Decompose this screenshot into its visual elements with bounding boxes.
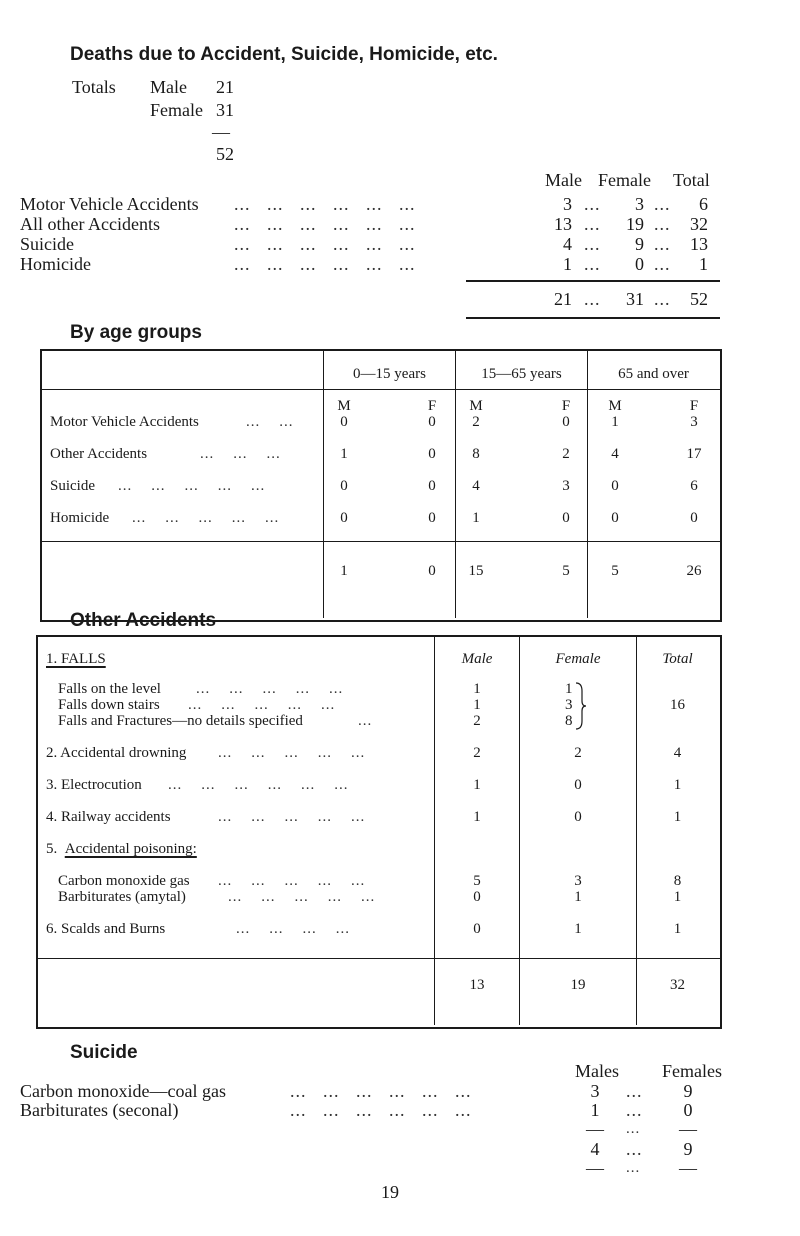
- summary-rule-bottom: [466, 317, 720, 319]
- age-col-header: 15—65 years: [481, 366, 562, 382]
- leader-dots: ... ... ... ... ...: [118, 478, 266, 494]
- leader-dots: ... ... ... ... ... ...: [290, 1081, 472, 1101]
- suicide-heading: Suicide: [70, 1042, 138, 1063]
- falls-male: 1: [473, 681, 481, 697]
- oa-female: 1: [574, 921, 582, 937]
- oa-row-label: 3. Electrocution: [46, 777, 142, 793]
- oa-male: 5: [473, 873, 481, 889]
- age-total-cell: 0: [428, 563, 436, 579]
- summary-total: 1: [699, 254, 708, 274]
- col-divider: [636, 637, 637, 1025]
- col-divider: [323, 351, 324, 618]
- age-cell: 0: [428, 510, 436, 526]
- summary-total: 13: [690, 234, 708, 254]
- oa-row-label: 4. Railway accidents: [46, 809, 171, 825]
- age-total-cell: 26: [686, 563, 702, 579]
- oa-male: 0: [473, 889, 481, 905]
- leader-dots: ...: [626, 1121, 641, 1137]
- brace-icon: [574, 681, 588, 731]
- summary-female: 9: [635, 234, 644, 254]
- suicide-header-males: Males: [575, 1061, 619, 1081]
- age-cell: 2: [562, 446, 570, 462]
- summary-row-label: Suicide: [20, 234, 74, 254]
- age-cell: 0: [340, 478, 348, 494]
- sub-m: M: [337, 398, 351, 414]
- oa-male: 1: [473, 809, 481, 825]
- age-cell: 3: [690, 414, 698, 430]
- totals-female-value: 31: [216, 100, 234, 120]
- oa-total-total: 32: [670, 977, 685, 993]
- suicide-females: 0: [683, 1100, 693, 1120]
- summary-row-label: Motor Vehicle Accidents: [20, 194, 199, 214]
- leader-dots: ... ... ... ... ...: [228, 889, 376, 905]
- age-row-label: Homicide: [50, 510, 110, 526]
- suicide-rule: —: [679, 1158, 697, 1178]
- oa-total: 1: [673, 809, 682, 825]
- leader-dots: ... ... ... ... ...: [188, 697, 336, 713]
- age-cell: 0: [611, 478, 619, 494]
- suicide-row-label: Carbon monoxide—coal gas: [20, 1081, 226, 1101]
- summary-male: 3: [563, 194, 572, 214]
- sub-m: M: [469, 398, 483, 414]
- suicide-rule: —: [679, 1119, 697, 1139]
- totals-total-value: 52: [216, 144, 234, 164]
- totals-male-label: Male: [150, 77, 187, 97]
- summary-total-female: 31: [626, 289, 644, 309]
- summary-male: 4: [563, 234, 572, 254]
- totals-female-label: Female: [150, 100, 203, 120]
- falls-title-text: 1. FALLS: [46, 651, 106, 667]
- suicide-header-females: Females: [662, 1061, 722, 1081]
- age-cell: 0: [690, 510, 698, 526]
- poisoning-title-text: Accidental poisoning:: [64, 841, 197, 857]
- leader-dots: ... ... ... ... ... ...: [234, 214, 416, 234]
- poisoning-num: 5.: [46, 841, 58, 857]
- summary-total-male: 21: [554, 289, 572, 309]
- summary-row-label: Homicide: [20, 254, 91, 274]
- summary-header-female: Female: [598, 170, 651, 190]
- falls-row-label: Falls on the level: [58, 681, 161, 697]
- oa-female: 2: [574, 745, 582, 761]
- summary-row-label: All other Accidents: [20, 214, 160, 234]
- totals-rule: —: [212, 122, 230, 142]
- age-row-label: Suicide: [50, 478, 95, 494]
- summary-female: 19: [626, 214, 644, 234]
- leader-dots: ... ... ... ... ... ...: [290, 1100, 472, 1120]
- sub-f: F: [689, 398, 699, 414]
- col-divider: [587, 351, 588, 618]
- summary-female: 0: [635, 254, 644, 274]
- suicide-row-label: Barbiturates (seconal): [20, 1100, 179, 1120]
- suicide-rule: —: [586, 1119, 604, 1139]
- oa-total: 1: [673, 777, 682, 793]
- oa-row-label: 6. Scalds and Burns: [46, 921, 166, 937]
- age-cell: 1: [472, 510, 480, 526]
- oa-total-female: 19: [570, 977, 586, 993]
- leader-dots: ... ... ... ... ...: [132, 510, 280, 526]
- age-cell: 0: [428, 478, 436, 494]
- suicide-females: 9: [683, 1081, 693, 1101]
- age-col-header: 0—15 years: [353, 366, 426, 382]
- age-total-cell: 5: [611, 563, 619, 579]
- oa-female: 0: [574, 777, 582, 793]
- oa-total: 8: [673, 873, 682, 889]
- leader-dots: ...: [584, 214, 601, 234]
- leader-dots: ...: [654, 254, 671, 274]
- falls-male: 1: [473, 697, 481, 713]
- leader-dots: ...: [654, 214, 671, 234]
- leader-dots: ...: [584, 254, 601, 274]
- leader-dots: ...: [654, 289, 671, 309]
- summary-total: 6: [699, 194, 708, 214]
- summary-male: 13: [554, 214, 572, 234]
- age-cell: 0: [340, 414, 348, 430]
- age-cell: 3: [562, 478, 570, 494]
- oa-header-female: Female: [555, 651, 601, 667]
- age-cell: 4: [472, 478, 480, 494]
- leader-dots: ...: [626, 1081, 643, 1101]
- oa-total: 1: [673, 921, 682, 937]
- row-divider: [42, 389, 720, 390]
- age-cell: 8: [472, 446, 480, 462]
- poisoning-row-label: Carbon monoxide gas: [58, 873, 190, 889]
- oa-row-label: 2. Accidental drowning: [46, 745, 187, 761]
- falls-female: 8: [565, 713, 573, 729]
- oa-male: 1: [473, 777, 481, 793]
- age-cell: 0: [562, 414, 570, 430]
- age-cell: 0: [428, 414, 436, 430]
- oa-total: 4: [673, 745, 682, 761]
- leader-dots: ... ... ... ...: [236, 921, 350, 937]
- leader-dots: ...: [654, 234, 671, 254]
- summary-header-male: Male: [545, 170, 582, 190]
- summary-header-total: Total: [673, 170, 710, 190]
- age-total-cell: 5: [562, 563, 570, 579]
- totals-label: Totals: [72, 77, 116, 97]
- falls-male: 2: [473, 713, 481, 729]
- leader-dots: ... ... ...: [200, 446, 281, 462]
- falls-total: 16: [670, 697, 685, 713]
- oa-female: 1: [574, 889, 582, 905]
- falls-row-label: Falls down stairs: [58, 697, 160, 713]
- age-cell: 17: [686, 446, 702, 462]
- age-total-cell: 1: [340, 563, 348, 579]
- row-divider: [38, 958, 720, 959]
- other-accidents-heading: Other Accidents: [70, 610, 217, 631]
- summary-rule-top: [466, 280, 720, 282]
- age-row-label: Motor Vehicle Accidents: [50, 414, 199, 430]
- age-cell: 0: [562, 510, 570, 526]
- leader-dots: ...: [584, 289, 601, 309]
- suicide-males: 3: [590, 1081, 600, 1101]
- col-divider: [455, 351, 456, 618]
- age-cell: 0: [428, 446, 436, 462]
- oa-total: 1: [673, 889, 682, 905]
- page-title: Deaths due to Accident, Suicide, Homicide, etc.: [70, 44, 498, 65]
- leader-dots: ...: [626, 1160, 641, 1176]
- leader-dots: ...: [654, 194, 671, 214]
- oa-total-male: 13: [469, 977, 485, 993]
- suicide-total-females: 9: [683, 1139, 693, 1159]
- col-divider: [519, 637, 520, 1025]
- row-divider: [42, 541, 720, 542]
- suicide-total-males: 4: [590, 1139, 600, 1159]
- leader-dots: ... ... ... ... ... ...: [234, 234, 416, 254]
- age-total-cell: 15: [468, 563, 484, 579]
- sub-m: M: [608, 398, 622, 414]
- summary-female: 3: [635, 194, 644, 214]
- leader-dots: ...: [584, 234, 601, 254]
- leader-dots: ... ... ... ... ...: [218, 873, 366, 889]
- totals-male-value: 21: [216, 77, 234, 97]
- age-cell: 4: [611, 446, 619, 462]
- poisoning-row-label: Barbiturates (amytal): [58, 889, 186, 905]
- leader-dots: ... ... ... ... ...: [196, 681, 344, 697]
- leader-dots: ... ... ... ... ... ...: [234, 194, 416, 214]
- oa-female: 0: [574, 809, 582, 825]
- leader-dots: ... ... ... ... ... ...: [168, 777, 349, 793]
- oa-male: 0: [473, 921, 481, 937]
- leader-dots: ...: [358, 713, 373, 729]
- summary-male: 1: [563, 254, 572, 274]
- oa-header-total: Total: [662, 651, 693, 667]
- sub-f: F: [427, 398, 437, 414]
- age-cell: 1: [611, 414, 619, 430]
- summary-total-total: 52: [690, 289, 708, 309]
- sub-f: F: [561, 398, 571, 414]
- leader-dots: ... ... ... ... ...: [218, 809, 366, 825]
- oa-female: 3: [574, 873, 582, 889]
- age-groups-heading: By age groups: [70, 322, 202, 343]
- age-cell: 6: [690, 478, 698, 494]
- falls-title: [46, 651, 106, 668]
- falls-female: 1: [565, 681, 573, 697]
- leader-dots: ... ...: [246, 414, 294, 430]
- age-cell: 0: [340, 510, 348, 526]
- suicide-males: 1: [590, 1100, 600, 1120]
- oa-male: 2: [473, 745, 481, 761]
- falls-female: 3: [565, 697, 573, 713]
- page-number: 19: [381, 1182, 399, 1202]
- poisoning-title: [46, 841, 197, 858]
- leader-dots: ... ... ... ... ... ...: [234, 254, 416, 274]
- age-cell: 1: [340, 446, 348, 462]
- leader-dots: ... ... ... ... ...: [218, 745, 366, 761]
- age-cell: 0: [611, 510, 619, 526]
- leader-dots: ...: [626, 1100, 643, 1120]
- leader-dots: ...: [626, 1139, 643, 1159]
- falls-row-label: Falls and Fractures—no details specified: [58, 713, 303, 729]
- summary-total: 32: [690, 214, 708, 234]
- suicide-rule: —: [586, 1158, 604, 1178]
- age-row-label: Other Accidents: [50, 446, 148, 462]
- oa-header-male: Male: [461, 651, 493, 667]
- age-cell: 2: [472, 414, 480, 430]
- age-col-header: 65 and over: [618, 366, 689, 382]
- leader-dots: ...: [584, 194, 601, 214]
